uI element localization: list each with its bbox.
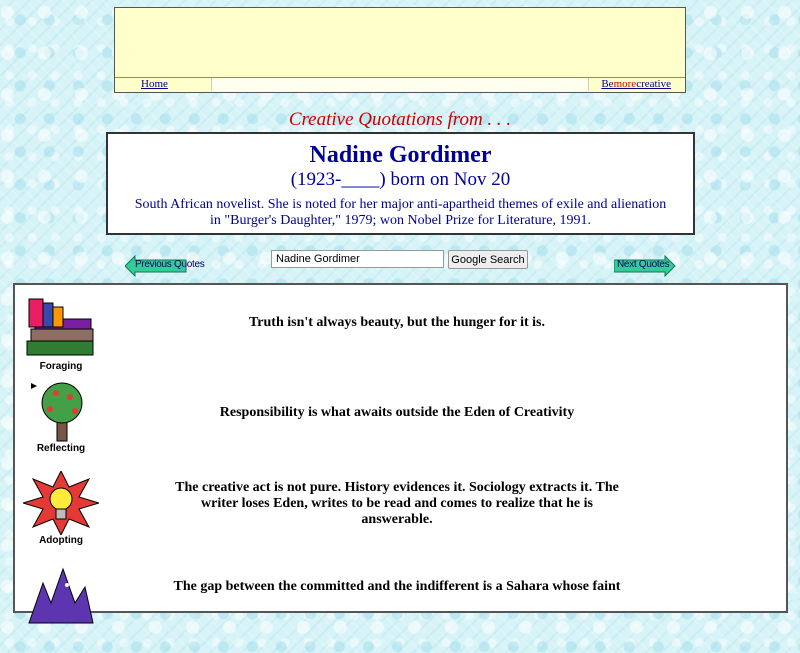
next-quotes-label: Next Quotes xyxy=(617,259,670,270)
books-icon xyxy=(23,297,99,361)
intro-heading: Creative Quotations from . . . xyxy=(288,109,512,130)
top-nav-bar xyxy=(115,77,685,92)
sidebar-item-reflecting[interactable] xyxy=(23,379,99,469)
google-search-button[interactable]: Google Search xyxy=(448,250,528,269)
top-banner xyxy=(114,7,686,93)
quote-4: The gap between the committed and the indifferent is a Sahara whose faint xyxy=(173,579,621,594)
author-description xyxy=(108,197,693,229)
author-dates: (1923-____) born on Nov 20 xyxy=(290,169,511,190)
author-description-line2: in "Burger's Daughter," 1979; won Nobel Prize for Literature, 1991. xyxy=(210,213,591,228)
bemore-suffix: creative xyxy=(636,78,671,90)
tree-icon xyxy=(23,379,99,443)
previous-quotes-button[interactable] xyxy=(125,255,205,277)
bemore-prefix: Be xyxy=(601,78,614,90)
author-description-line1: South African novelist. She is noted for her major anti-apartheid themes of exile and alienation xyxy=(134,197,667,212)
sidebar-label-adopting: Adopting xyxy=(39,535,83,546)
lightbulb-icon xyxy=(23,471,99,535)
sidebar-label-reflecting: Reflecting xyxy=(36,443,86,454)
nav-cell-bemore xyxy=(588,78,685,91)
nav-cell-middle xyxy=(212,78,588,91)
wizard-icon xyxy=(23,563,99,627)
quote-1: Truth isn't always beauty, but the hunger for it is. xyxy=(249,315,545,330)
sidebar-item-adopting[interactable] xyxy=(23,471,99,561)
quote-3: The creative act is not pure. History evidences it. Sociology extracts it. The writer loses Eden, writes to be read and comes to realize that he is answerable. xyxy=(175,480,619,527)
bemore-middle: more xyxy=(613,78,637,90)
sidebar-label-foraging: Foraging xyxy=(39,361,83,372)
quote-2: Responsibility is what awaits outside the Eden of Creativity xyxy=(219,405,575,420)
previous-quotes-label: Previous Quotes xyxy=(135,259,205,270)
quotes-frame xyxy=(13,283,788,613)
author-box xyxy=(106,132,695,235)
author-name: Nadine Gordimer xyxy=(309,142,492,168)
nav-cell-home xyxy=(115,78,212,91)
search-input[interactable] xyxy=(271,250,444,268)
sidebar-item-foraging[interactable] xyxy=(23,297,99,387)
sidebar-item-creating[interactable] xyxy=(23,563,99,653)
next-quotes-button[interactable] xyxy=(614,255,676,277)
home-link[interactable]: Home xyxy=(141,78,168,90)
be-more-creative-link[interactable] xyxy=(601,78,671,91)
